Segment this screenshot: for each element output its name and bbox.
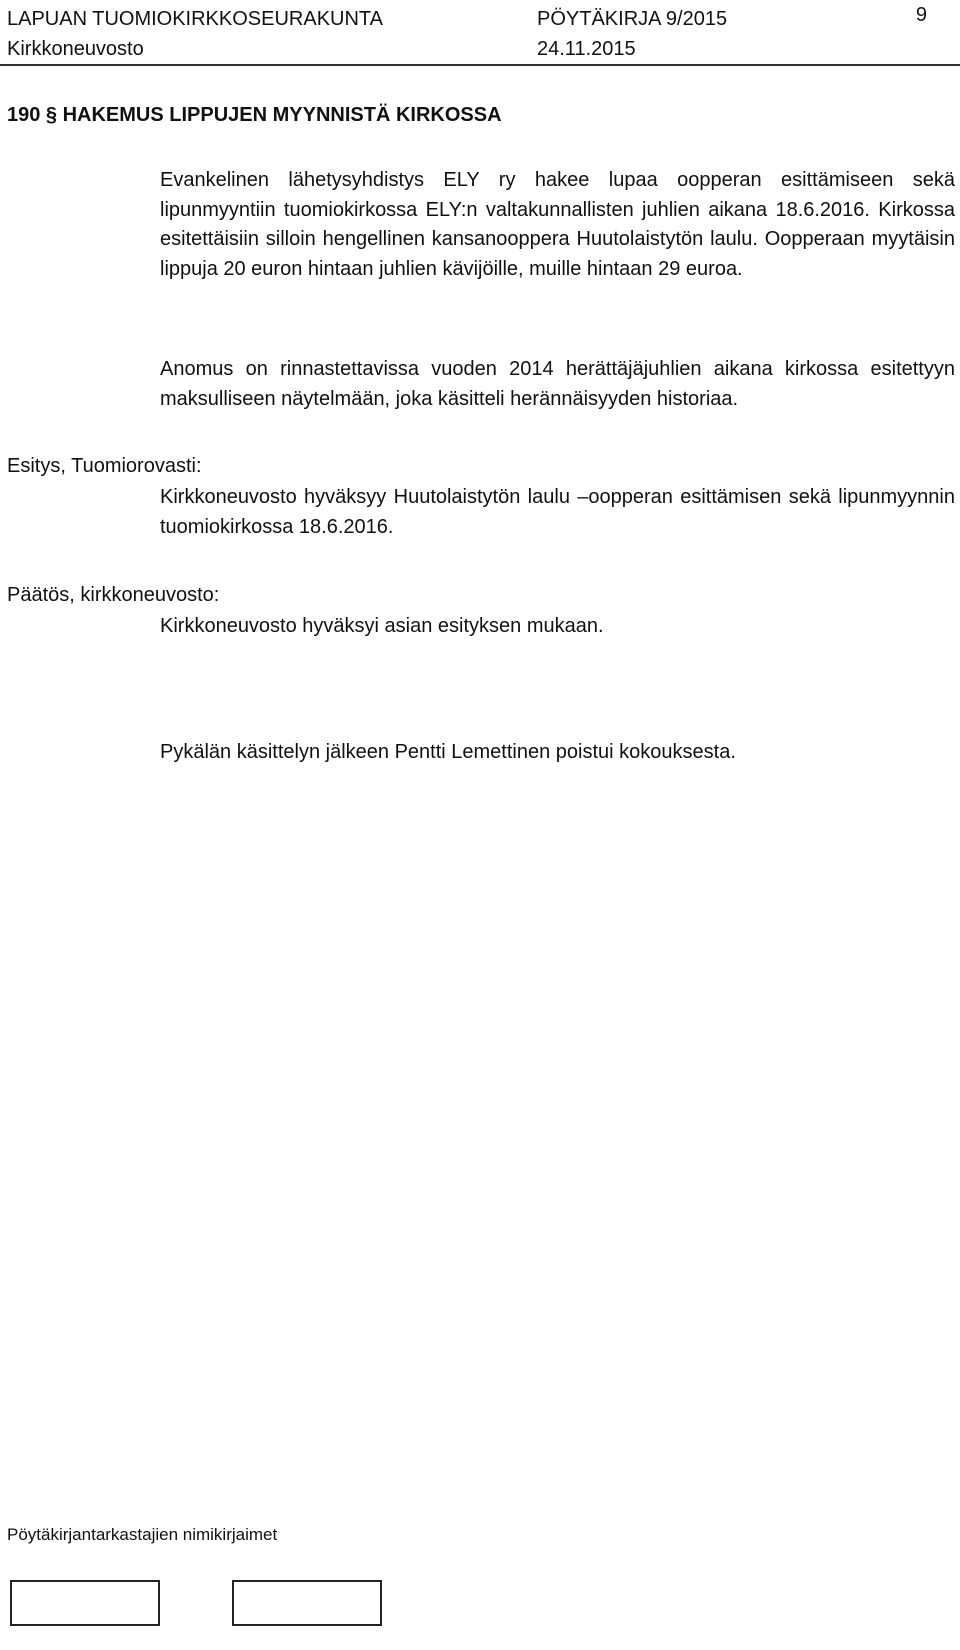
document-date: 24.11.2015 — [537, 38, 636, 60]
organization-name: LAPUAN TUOMIOKIRKKOSEURAKUNTA — [7, 8, 383, 30]
comparison-paragraph: Anomus on rinnastettavissa vuoden 2014 herättäjäjuhlien aikana kirkossa esitettyyn maksulliseen näytelmään, joka käsitteli herännäisyyden historiaa. — [160, 358, 955, 410]
decision-label: Päätös, kirkkoneuvosto: — [7, 584, 220, 606]
decision-text: Kirkkoneuvosto hyväksyi asian esityksen mukaan. — [160, 615, 604, 637]
initials-box-1[interactable] — [10, 1580, 160, 1626]
initials-box-2[interactable] — [232, 1580, 382, 1626]
background-paragraph: Evankelinen lähetysyhdistys ELY ry hakee lupaa oopperan esittämiseen sekä lipunmyyntiin tuomiokirkossa ELY:n valtakunnallisten juhlien aikana 18.6.2016. Kirkossa esitettäisiin silloin hengellinen kansanooppera Huutolaistytön laulu. Oopperaan myytäisin lippuja 20 euron hintaan juhlien kävijöille, muille hintaan 29 euroa. — [160, 169, 955, 280]
header-divider — [0, 64, 960, 66]
initials-label: Pöytäkirjantarkastajien nimikirjaimet — [7, 1525, 278, 1544]
council-name: Kirkkoneuvosto — [7, 38, 144, 60]
document-reference: PÖYTÄKIRJA 9/2015 — [537, 8, 728, 30]
proposal-text: Kirkkoneuvosto hyväksyy Huutolaistytön laulu –oopperan esittämisen sekä lipunmyynnin tuomiokirkossa 18.6.2016. — [160, 486, 955, 538]
section-heading: 190 § HAKEMUS LIPPUJEN MYYNNISTÄ KIRKOSSA — [7, 104, 502, 126]
page-header — [7, 4, 957, 66]
page-number: 9 — [915, 4, 927, 26]
proposal-label: Esitys, Tuomiorovasti: — [7, 455, 202, 477]
meeting-note: Pykälän käsittelyn jälkeen Pentti Lemettinen poistui kokouksesta. — [160, 741, 736, 763]
